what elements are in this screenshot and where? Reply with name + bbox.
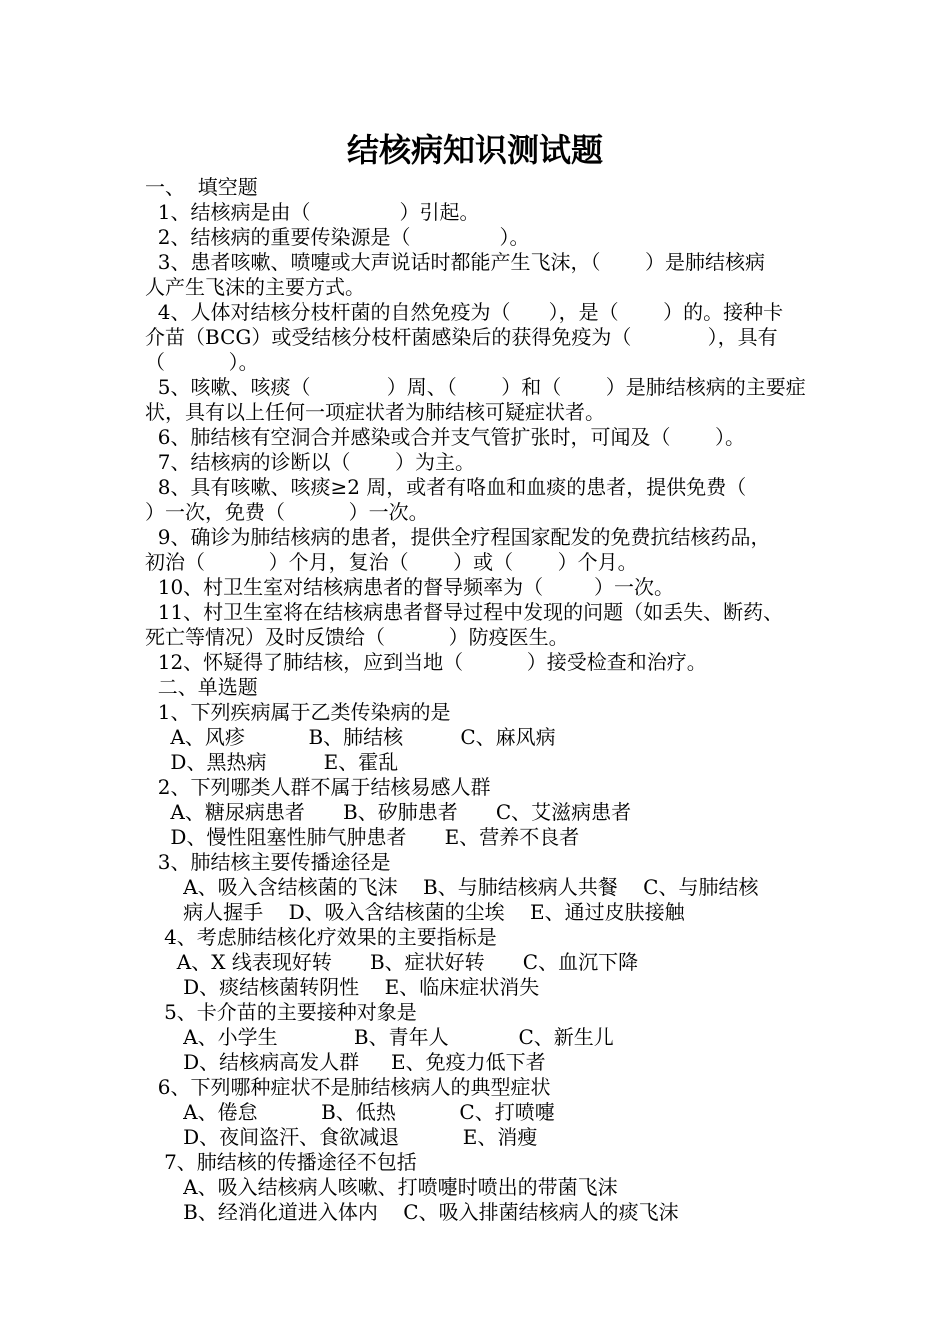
text-line: 6、肺结核有空洞合并感染或合并支气管扩张时，可闻及（ ）。 bbox=[145, 425, 745, 449]
text-line: D、夜间盗汗、食欲减退 E、消瘦 bbox=[145, 1125, 538, 1149]
text-line: 1、下列疾病属于乙类传染病的是 bbox=[145, 700, 451, 724]
text-line: 介苗（BCG）或受结核分枝杆菌感染后的获得免疫为（ ），具有 bbox=[145, 325, 778, 349]
text-line: 初治（ ）个月，复治（ ）或（ ）个月。 bbox=[145, 550, 638, 574]
text-line: B、经消化道进入体内 C、吸入排菌结核病人的痰飞沫 bbox=[145, 1200, 679, 1224]
text-line: D、慢性阻塞性肺气肿患者 E、营养不良者 bbox=[145, 825, 580, 849]
text-line: D、黑热病 E、霍乱 bbox=[145, 750, 399, 774]
text-line: 1、结核病是由（ ）引起。 bbox=[145, 200, 480, 224]
text-line: 5、卡介苗的主要接种对象是 bbox=[145, 1000, 417, 1024]
text-line: 11、村卫生室将在结核病患者督导过程中发现的问题（如丢失、断药、 bbox=[145, 600, 784, 624]
text-line: A、X 线表现好转 B、症状好转 C、血沉下降 bbox=[145, 950, 639, 974]
text-line: 3、患者咳嗽、喷嚏或大声说话时都能产生飞沫，（ ）是肺结核病 bbox=[145, 250, 765, 274]
text-line: A、风疹 B、肺结核 C、麻风病 bbox=[145, 725, 556, 749]
text-line: 一、 填空题 bbox=[145, 175, 258, 199]
text-line: 12、怀疑得了肺结核，应到当地（ ）接受检查和治疗。 bbox=[145, 650, 707, 674]
text-line: 人产生飞沫的主要方式。 bbox=[145, 275, 365, 299]
text-line: A、倦怠 B、低热 C、打喷嚏 bbox=[145, 1100, 555, 1124]
text-line: 死亡等情况）及时反馈给（ ）防疫医生。 bbox=[145, 625, 569, 649]
text-line: ）一次，免费（ ）一次。 bbox=[145, 500, 429, 524]
text-line: 9、确诊为肺结核病的患者，提供全疗程国家配发的免费抗结核药品， bbox=[145, 525, 771, 549]
text-line: 状，具有以上任何一项症状者为肺结核可疑症状者。 bbox=[145, 400, 605, 424]
text-line: A、吸入含结核菌的飞沫 B、与肺结核病人共餐 C、与肺结核 bbox=[145, 875, 759, 899]
text-line: 3、肺结核主要传播途径是 bbox=[145, 850, 391, 874]
text-line: 8、具有咳嗽、咳痰≥2 周，或者有咯血和血痰的患者，提供免费（ bbox=[145, 475, 747, 499]
text-line: 2、下列哪类人群不属于结核易感人群 bbox=[145, 775, 491, 799]
text-line: 二、单选题 bbox=[145, 675, 258, 699]
text-line: A、小学生 B、青年人 C、新生儿 bbox=[145, 1025, 614, 1049]
text-line: 10、村卫生室对结核病患者的督导频率为（ ）一次。 bbox=[145, 575, 675, 599]
text-line: 7、肺结核的传播途径不包括 bbox=[145, 1150, 417, 1174]
text-line: D、结核病高发人群 E、免疫力低下者 bbox=[145, 1050, 546, 1074]
text-line: D、痰结核菌转阴性 E、临床症状消失 bbox=[145, 975, 540, 999]
text-line: 6、下列哪种症状不是肺结核病人的典型症状 bbox=[145, 1075, 551, 1099]
page-title: 结核病知识测试题 bbox=[346, 131, 603, 169]
text-line: 7、结核病的诊断以（ ）为主。 bbox=[145, 450, 475, 474]
text-line: （ ）。 bbox=[145, 350, 259, 374]
text-line: 4、人体对结核分枝杆菌的自然免疫为（ ），是（ ）的。接种卡 bbox=[145, 300, 784, 324]
text-line: 5、咳嗽、咳痰（ ）周、（ ）和（ ）是肺结核病的主要症 bbox=[145, 375, 806, 399]
text-line: 4、考虑肺结核化疗效果的主要指标是 bbox=[145, 925, 497, 949]
text-line: 2、结核病的重要传染源是（ ）。 bbox=[145, 225, 530, 249]
text-line: A、糖尿病患者 B、矽肺患者 C、艾滋病患者 bbox=[145, 800, 632, 824]
text-line: A、吸入结核病人咳嗽、打喷嚏时喷出的带菌飞沫 bbox=[145, 1175, 618, 1199]
text-line: 病人握手 D、吸入含结核菌的尘埃 E、通过皮肤接触 bbox=[145, 900, 685, 924]
